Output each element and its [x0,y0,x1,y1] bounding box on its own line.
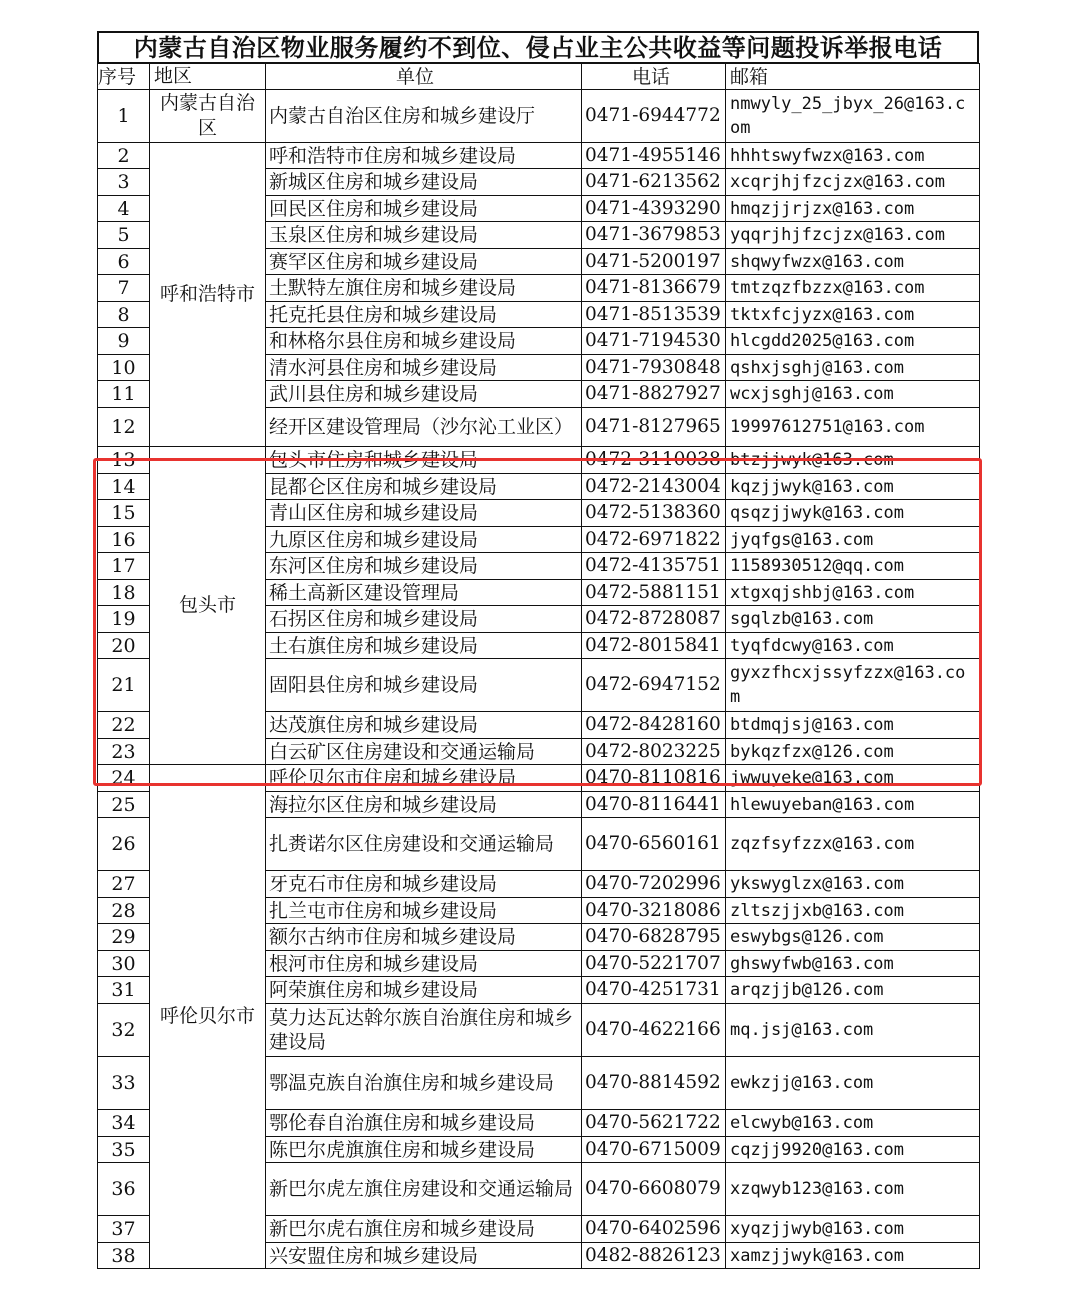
email-address: tktxfcjyzx@163.com [726,302,980,328]
phone-number: 0470-8116441 [582,792,726,818]
phone-number: 0471-5200197 [582,249,726,275]
unit-name: 清水河县住房和城乡建设局 [266,355,582,381]
row-number: 20 [98,633,150,659]
sheet-title: 内蒙古自治区物业服务履约不到位、侵占业主公共收益等问题投诉举报电话 [97,31,979,63]
row-number: 14 [98,474,150,500]
phone-number: 0470-5621722 [582,1110,726,1137]
phone-number: 0472-5881151 [582,580,726,606]
email-address: arqzjjb@126.com [726,977,980,1004]
header-email: 邮箱 [726,64,980,90]
phone-number: 0470-8814592 [582,1057,726,1110]
email-address: btzjjwyk@163.com [726,447,980,474]
unit-name: 莫力达瓦达斡尔族自治旗住房和城乡建设局 [266,1004,582,1057]
email-address: elcwyb@163.com [726,1110,980,1137]
table-header-row [98,64,980,90]
unit-name: 兴安盟住房和城乡建设局 [266,1243,582,1269]
row-number: 2 [98,143,150,169]
email-address: wcxjsghj@163.com [726,381,980,408]
email-address: 1158930512@qq.com [726,553,980,580]
unit-name: 土默特左旗住房和城乡建设局 [266,275,582,302]
row-number: 33 [98,1057,150,1110]
unit-name: 呼伦贝尔市住房和城乡建设局 [266,765,582,792]
unit-name: 赛罕区住房和城乡建设局 [266,249,582,275]
unit-name: 玉泉区住房和城乡建设局 [266,222,582,249]
phone-number: 0470-6828795 [582,924,726,951]
row-number: 1 [98,90,150,143]
unit-name: 经开区建设管理局（沙尔沁工业区） [266,408,582,447]
unit-name: 扎赉诺尔区住房建设和交通运输局 [266,818,582,871]
phone-number: 0470-4251731 [582,977,726,1004]
phone-number: 0471-8127965 [582,408,726,447]
unit-name: 牙克石市住房和城乡建设局 [266,871,582,898]
row-number: 13 [98,447,150,474]
unit-name: 武川县住房和城乡建设局 [266,381,582,408]
header-no: 序号 [98,64,150,90]
phone-number: 0471-7930848 [582,355,726,381]
unit-name: 新巴尔虎右旗住房和城乡建设局 [266,1216,582,1243]
phone-number: 0472-2143004 [582,474,726,500]
region-cell: 内蒙古自治区 [150,90,266,143]
row-number: 23 [98,739,150,765]
row-number: 7 [98,275,150,302]
row-number: 25 [98,792,150,818]
phone-number: 0470-6715009 [582,1137,726,1163]
email-address: mq.jsj@163.com [726,1004,980,1057]
unit-name: 石拐区住房和城乡建设局 [266,606,582,633]
row-number: 26 [98,818,150,871]
unit-name: 九原区住房和城乡建设局 [266,527,582,553]
email-address: 19997612751@163.com [726,408,980,447]
unit-name: 回民区住房和城乡建设局 [266,196,582,222]
email-address: yqqrjhjfzcjzx@163.com [726,222,980,249]
email-address: tyqfdcwy@163.com [726,633,980,659]
row-number: 31 [98,977,150,1004]
unit-name: 昆都仑区住房和城乡建设局 [266,474,582,500]
unit-name: 鄂伦春自治旗住房和城乡建设局 [266,1110,582,1137]
unit-name: 新城区住房和城乡建设局 [266,169,582,196]
email-address: hlcgdd2025@163.com [726,328,980,355]
email-address: ghswyfwb@163.com [726,951,980,977]
table-row [98,447,980,474]
table-row [98,90,980,143]
email-address: xzqwyb123@163.com [726,1163,980,1216]
email-address: zltszjjxb@163.com [726,898,980,924]
region-cell: 呼和浩特市 [150,143,266,447]
phone-number: 0472-6971822 [582,527,726,553]
row-number: 15 [98,500,150,527]
row-number: 5 [98,222,150,249]
row-number: 6 [98,249,150,275]
row-number: 16 [98,527,150,553]
email-address: jwwuyeke@163.com [726,765,980,792]
unit-name: 额尔古纳市住房和城乡建设局 [266,924,582,951]
email-address: hmqzjjrjzx@163.com [726,196,980,222]
phone-number: 0472-8728087 [582,606,726,633]
phone-number: 0471-8136679 [582,275,726,302]
unit-name: 新巴尔虎左旗住房建设和交通运输局 [266,1163,582,1216]
email-address: bykqzfzx@126.com [726,739,980,765]
email-address: hlewuyeban@163.com [726,792,980,818]
unit-name: 包头市住房和城乡建设局 [266,447,582,474]
phone-number: 0472-8023225 [582,739,726,765]
phone-number: 0470-3218086 [582,898,726,924]
table-row [98,765,980,792]
unit-name: 根河市住房和城乡建设局 [266,951,582,977]
unit-name: 和林格尔县住房和城乡建设局 [266,328,582,355]
unit-name: 内蒙古自治区住房和城乡建设厅 [266,90,582,143]
email-address: sgqlzb@163.com [726,606,980,633]
unit-name: 托克托县住房和城乡建设局 [266,302,582,328]
phone-number: 0482-8826123 [582,1243,726,1269]
row-number: 34 [98,1110,150,1137]
phone-number: 0470-7202996 [582,871,726,898]
row-number: 4 [98,196,150,222]
unit-name: 青山区住房和城乡建设局 [266,500,582,527]
row-number: 3 [98,169,150,196]
unit-name: 白云矿区住房建设和交通运输局 [266,739,582,765]
phone-number: 0472-3110038 [582,447,726,474]
unit-name: 鄂温克族自治旗住房和城乡建设局 [266,1057,582,1110]
phone-number: 0472-8015841 [582,633,726,659]
unit-name: 阿荣旗住房和城乡建设局 [266,977,582,1004]
row-number: 17 [98,553,150,580]
phone-number: 0471-4393290 [582,196,726,222]
row-number: 8 [98,302,150,328]
row-number: 11 [98,381,150,408]
email-address: hhhtswyfwzx@163.com [726,143,980,169]
phone-number: 0472-5138360 [582,500,726,527]
unit-name: 土右旗住房和城乡建设局 [266,633,582,659]
phone-number: 0471-8513539 [582,302,726,328]
email-address: qsqzjjwyk@163.com [726,500,980,527]
phone-number: 0470-5221707 [582,951,726,977]
email-address: gyxzfhcxjssyfzzx@163.com [726,659,980,712]
unit-name: 固阳县住房和城乡建设局 [266,659,582,712]
row-number: 38 [98,1243,150,1269]
row-number: 18 [98,580,150,606]
header-phone: 电话 [582,64,726,90]
email-address: ewkzjj@163.com [726,1057,980,1110]
row-number: 35 [98,1137,150,1163]
email-address: ykswyglzx@163.com [726,871,980,898]
email-address: shqwyfwzx@163.com [726,249,980,275]
row-number: 9 [98,328,150,355]
phone-number: 0470-6402596 [582,1216,726,1243]
contact-table [97,63,980,1269]
phone-number: 0471-3679853 [582,222,726,249]
complaint-phone-sheet [97,31,979,1269]
email-address: xcqrjhjfzcjzx@163.com [726,169,980,196]
unit-name: 海拉尔区住房和城乡建设局 [266,792,582,818]
email-address: zqzfsyfzzx@163.com [726,818,980,871]
row-number: 27 [98,871,150,898]
row-number: 29 [98,924,150,951]
unit-name: 达茂旗住房和城乡建设局 [266,712,582,739]
region-cell: 呼伦贝尔市 [150,765,266,1269]
phone-number: 0470-4622166 [582,1004,726,1057]
phone-number: 0472-4135751 [582,553,726,580]
row-number: 10 [98,355,150,381]
phone-number: 0471-8827927 [582,381,726,408]
row-number: 22 [98,712,150,739]
header-unit: 单位 [266,64,582,90]
email-address: xyqzjjwyb@163.com [726,1216,980,1243]
phone-number: 0471-4955146 [582,143,726,169]
phone-number: 0470-6608079 [582,1163,726,1216]
unit-name: 呼和浩特市住房和城乡建设局 [266,143,582,169]
row-number: 36 [98,1163,150,1216]
row-number: 24 [98,765,150,792]
region-cell: 包头市 [150,447,266,765]
email-address: qshxjsghj@163.com [726,355,980,381]
email-address: jyqfgs@163.com [726,527,980,553]
row-number: 37 [98,1216,150,1243]
row-number: 19 [98,606,150,633]
email-address: eswybgs@126.com [726,924,980,951]
email-address: cqzjj9920@163.com [726,1137,980,1163]
unit-name: 陈巴尔虎旗旗住房和城乡建设局 [266,1137,582,1163]
phone-number: 0472-8428160 [582,712,726,739]
header-region: 地区 [150,64,266,90]
email-address: tmtzqzfbzzx@163.com [726,275,980,302]
unit-name: 扎兰屯市住房和城乡建设局 [266,898,582,924]
row-number: 30 [98,951,150,977]
phone-number: 0471-6944772 [582,90,726,143]
phone-number: 0471-7194530 [582,328,726,355]
phone-number: 0470-6560161 [582,818,726,871]
row-number: 28 [98,898,150,924]
email-address: xamzjjwyk@163.com [726,1243,980,1269]
phone-number: 0472-6947152 [582,659,726,712]
phone-number: 0471-6213562 [582,169,726,196]
email-address: xtgxqjshbj@163.com [726,580,980,606]
row-number: 21 [98,659,150,712]
phone-number: 0470-8110816 [582,765,726,792]
table-row [98,143,980,169]
row-number: 32 [98,1004,150,1057]
email-address: btdmqjsj@163.com [726,712,980,739]
unit-name: 稀土高新区建设管理局 [266,580,582,606]
unit-name: 东河区住房和城乡建设局 [266,553,582,580]
email-address: nmwyly_25_jbyx_26@163.com [726,90,980,143]
email-address: kqzjjwyk@163.com [726,474,980,500]
row-number: 12 [98,408,150,447]
